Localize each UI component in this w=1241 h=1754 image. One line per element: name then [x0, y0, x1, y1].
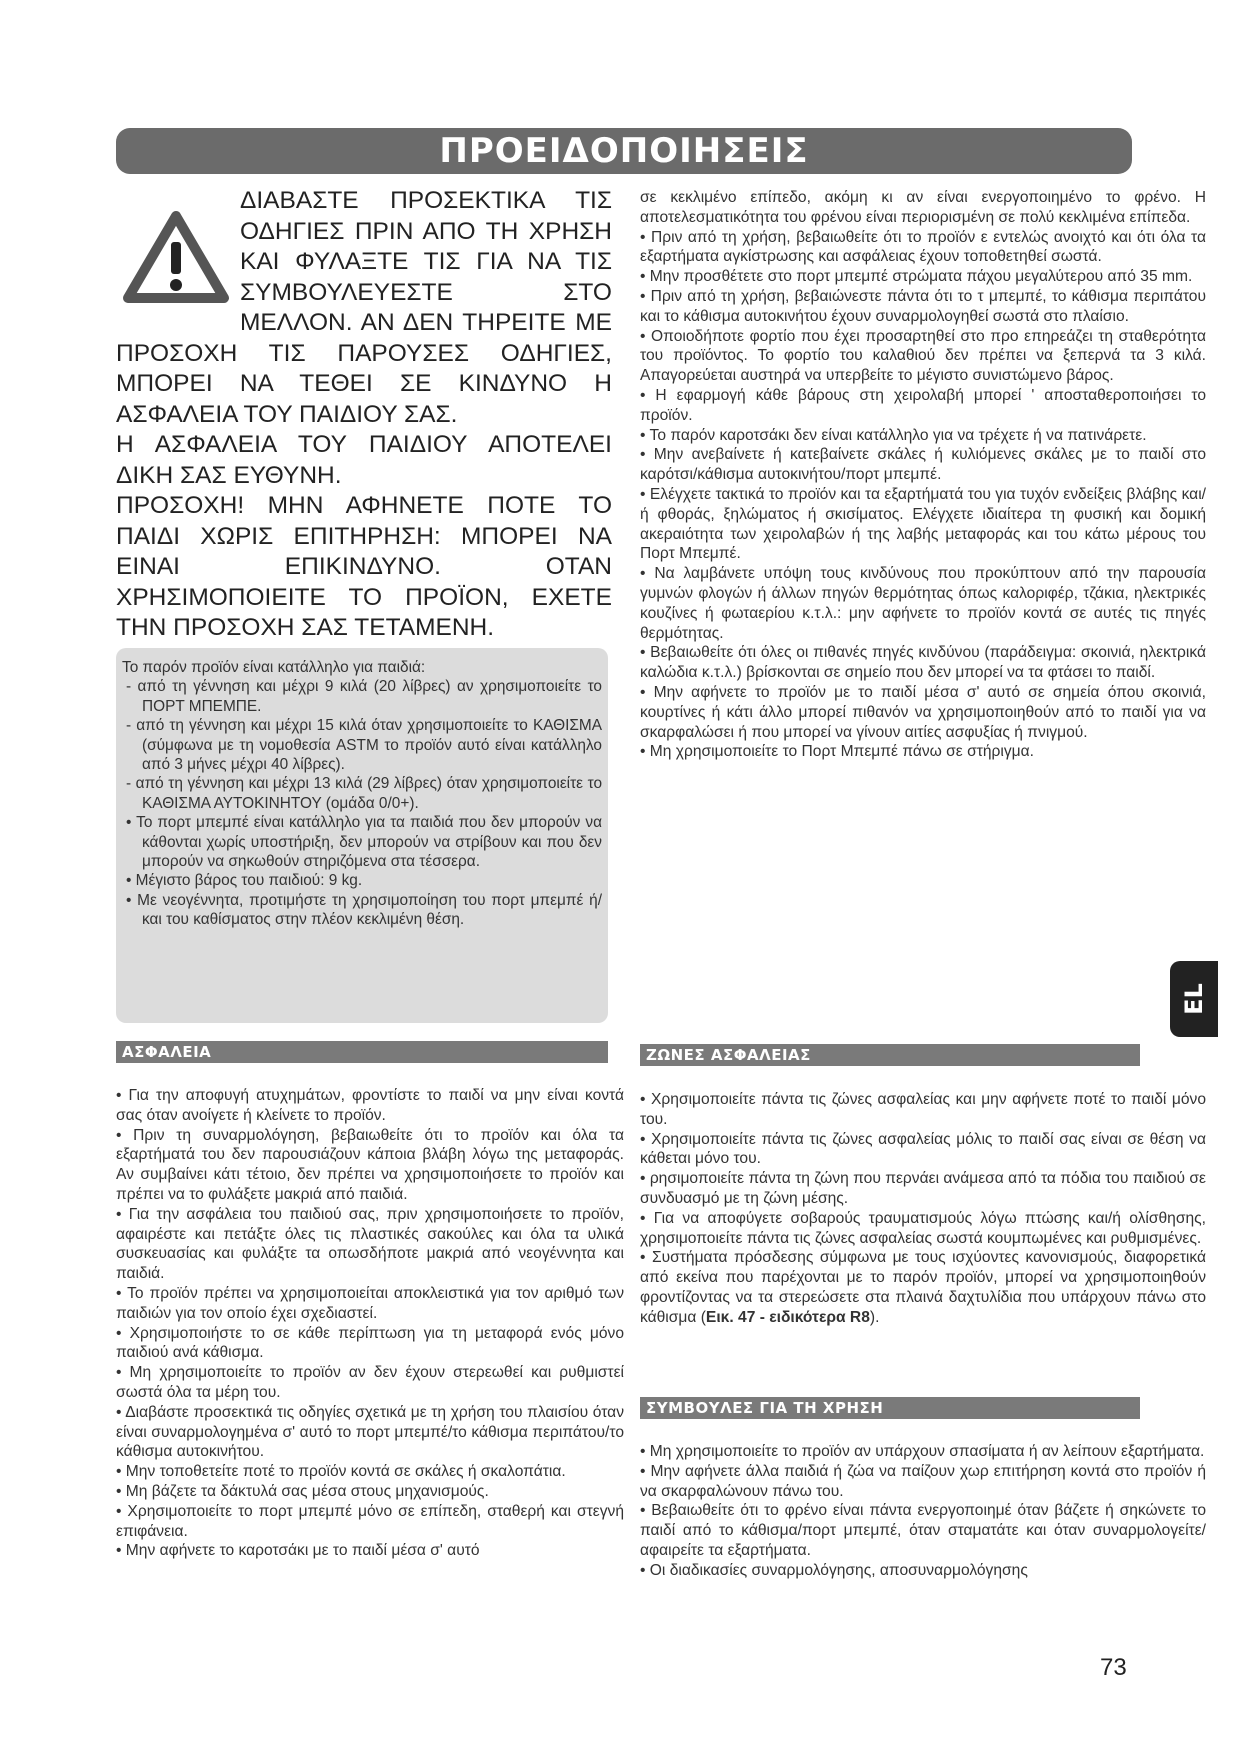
page-title: ΠΡΟΕΙΔΟΠΟΙΗΣΕΙΣ: [439, 131, 809, 171]
safety-item: • Διαβάστε προσεκτικά τις οδηγίες σχετικά με τη χρήση του πλαισίου όταν είναι συναρμολογημένα σ' αυτό το πορτ μπεμπέ/το κάθισμα περιπάτου/το κάθισμα αυτοκινήτου.: [116, 1403, 624, 1461]
language-tab-label: EL: [1180, 983, 1208, 1015]
safety-item: • Για την ασφάλεια του παιδιού σας, πριν χρησιμοποιήσετε το προϊόν, αφαιρέστε και πετάξτε όλες τις πλαστικές σακούλες και όλα τα υλικά συσκευασίας και φυλάξτε τα οπωσδήποτε μακριά από νεογέννητα και παιδιά.: [116, 1205, 624, 1283]
intro-line-2: Η ΑΣΦΑΛΕΙΑ ΤΟΥ ΠΑΙΔΙΟΥ ΑΠΟΤΕΛΕΙ ΔΙΚΗ ΣΑΣ ΕΥΘΥΝΗ.: [116, 431, 612, 489]
right-col-item: • Να λαμβάνετε υπόψη τους κινδύνους που προκύπτουν από την παρουσία γυμνών φλογών ή άλλων πηγών θερμότητας όπως καλοριφέρ, τζάκια, ηλεκτρικές κουζίνες ή φωταερίου κ.τ.λ.: μην αφήνετε το προϊόν κοντά σε αυτές τις πηγές θερμότητας.: [640, 565, 1206, 642]
usage-item: • Οι διαδικασίες συναρμολόγησης, αποσυναρμολόγησης: [640, 1561, 1028, 1579]
intro-warning: [116, 186, 612, 644]
suitability-item: • Μέγιστο βάρος του παιδιού: 9 kg.: [126, 872, 363, 890]
suitability-lead: Το παρόν προϊόν είναι κατάλληλο για παιδιά:: [122, 659, 426, 676]
safety-list: [116, 1086, 624, 1561]
right-col-item: • Ελέγχετε τακτικά το προϊόν και τα εξαρτήματά του για τυχόν ενδείξεις βλάβης και/ή φθοράς, ξηλώματος ή σκισίματος. Ελέγχετε ιδιαίτερα τη φυσική και δομική ακεραιότητα των χειρολαβών ή της λαβής μεταφοράς και του κάτω μέρους του Πορτ Μπεμπέ.: [640, 485, 1206, 563]
safety-item: • Χρησιμοποιήστε το σε κάθε περίπτωση για τη μεταφορά ενός μόνο παιδιού ανά κάθισμα.: [116, 1324, 624, 1362]
usage-heading: ΣΥΜΒΟΥΛΕΣ ΓΙΑ ΤΗ ΧΡΗΣΗ: [640, 1397, 1140, 1419]
right-col-item: • Πριν από τη χρήση, βεβαιώνεστε πάντα ότι το τ μπεμπέ, το κάθισμα περιπάτου και το κάθισμα αυτοκινήτου έχουν συναρμολογηθεί σωστά στο πλαίσιο.: [640, 287, 1206, 325]
suitability-item: - από τη γέννηση και μέχρι 13 κιλά (29 λίβρες) όταν χρησιμοποιείτε το ΚΑΘΙΣΜΑ ΑΥΤΟΚΙΝΗΤΟΥ (ομάδα 0/0+).: [126, 775, 602, 812]
safety-heading: ΑΣΦΑΛΕΙΑ: [116, 1041, 608, 1063]
usage-item: • Μη χρησιμοποιείτε το προϊόν αν υπάρχουν σπασίματα ή αν λείπουν εξαρτήματα.: [640, 1443, 1205, 1460]
usage-item: • Μην αφήνετε άλλα παιδιά ή ζώα να παίζουν χωρ επιτήρηση κοντά στο προϊόν ή να σκαρφαλώνουν πάνω του.: [640, 1462, 1206, 1500]
figure-reference: Εικ. 47 - ειδικότερα R8: [705, 1308, 870, 1326]
intro-line-3: ΠΡΟΣΟΧΗ! ΜΗΝ ΑΦΗΝΕΤΕ ΠΟΤΕ ΤΟ ΠΑΙΔΙ ΧΩΡΙΣ ΕΠΙΤΗΡΗΣΗ: ΜΠΟΡΕΙ ΝΑ ΕΙΝΑΙ ΕΠΙΚΙΝΔΥΝΟ. ΟΤΑΝ ΧΡΗΣΙΜΟΠΟΙΕΙΤΕ ΤΟ ΠΡΟΪΟΝ, ΕΧΕΤΕ ΤΗΝ ΠΡΟΣΟΧΗ ΣΑΣ ΤΕΤΑΜΕΝΗ.: [116, 492, 612, 641]
right-col-item: • Οποιοδήποτε φορτίο που έχει προσαρτηθεί στο προ επηρεάζει τη σταθερότητα του προϊόντος. Το φορτίο του καλαθιού δεν πρέπει να ξεπερνά τα 3 κιλά. Απαγορεύεται αυστηρά να υπερβείτε το μέγιστο συνιστώμενο βάρος.: [640, 327, 1206, 385]
usage-list: [640, 1442, 1206, 1581]
safety-item: • Για την αποφυγή ατυχημάτων, φροντίστε το παιδί να μην είναι κοντά σας όταν ανοίγετε ή κλείνετε το προϊόν.: [116, 1087, 624, 1124]
intro-line-1: ΔΙΑΒΑΣΤΕ ΠΡΟΣΕΚΤΙΚΑ ΤΙΣ ΟΔΗΓΙΕΣ ΠΡΙΝ ΑΠΟ ΤΗ ΧΡΗΣΗ ΚΑΙ ΦΥΛΑΞΤΕ ΤΙΣ ΓΙΑ ΝΑ ΤΙΣ ΣΥΜΒΟΥΛΕΥΕΣΤΕ ΣΤΟ ΜΕΛΛΟΝ. ΑΝ ΔΕΝ ΤΗΡΕΙΤΕ ΜΕ ΠΡΟΣΟΧΗ ΤΙΣ ΠΑΡΟΥΣΕΣ ΟΔΗΓΙΕΣ, ΜΠΟΡΕΙ ΝΑ ΤΕΘΕΙ ΣΕ ΚΙΝΔΥΝΟ Η ΑΣΦΑΛΕΙΑ ΤΟΥ ΠΑΙΔΙΟΥ ΣΑΣ.: [116, 187, 612, 428]
title-bar: [116, 128, 1132, 174]
right-col-item: • Βεβαιωθείτε ότι όλες οι πιθανές πηγές κινδύνου (παράδειγμα: σκοινιά, ηλεκτρικά καλώδια κ.τ.λ.) βρίσκονται σε σημείο που δεν μπορεί να τα φτάσει το παιδί.: [640, 644, 1206, 682]
right-column-list: [640, 188, 1206, 762]
suitability-item: - από τη γέννηση και μέχρι 9 κιλά (20 λίβρες) αν χρησιμοποιείτε το ΠΟΡΤ ΜΠΕΜΠΕ.: [126, 678, 602, 715]
right-col-item: • Μη χρησιμοποιείτε το Πορτ Μπεμπέ πάνω σε στήριγμα.: [640, 743, 1035, 761]
belts-list: [640, 1090, 1206, 1328]
safety-item: • Το προϊόν πρέπει να χρησιμοποιείται αποκλειστικά για τον αριθμό των παιδιών για τον οποίο έχει σχεδιαστεί.: [116, 1284, 624, 1322]
belts-item: [640, 1248, 1206, 1327]
right-col-item: • Μην ανεβαίνετε ή κατεβαίνετε σκάλες ή κυλιόμενες σκάλες με το παιδί στο καρότσι/κάθισμα αυτοκινήτου/πορτ μπεμπέ.: [640, 446, 1206, 484]
belts-item: • Χρησιμοποιείτε πάντα τις ζώνες ασφαλείας μόλις το παιδί σας είναι σε θέση να κάθεται μόνο του.: [640, 1130, 1206, 1168]
right-col-item: • Μην αφήνετε το προϊόν με το παιδί μέσα σ' αυτό σε σημεία όπου σκοινιά, κουρτίνες ή κάτι άλλο μπορεί πιθανόν να χρησιμοποιηθούν από το παιδί για να σκαρφαλώσει ή που μπορεί να γίνουν αιτίες ασφυξίας ή πνιγμού.: [640, 683, 1206, 741]
suitability-item: - από τη γέννηση και μέχρι 15 κιλά όταν χρησιμοποιείτε το ΚΑΘΙΣΜΑ (σύμφωνα με τη νομοθεσία ASTM το προϊόν αυτό είναι κατάλληλο από 3 μήνες μέχρι 40 λίβρες).: [126, 717, 602, 774]
right-col-item: • Η εφαρμογή κάθε βάρους στη χειρολαβή μπορεί ' αποσταθεροποιήσει το προϊόν.: [640, 386, 1206, 424]
safety-item: • Μην αφήνετε το καροτσάκι με το παιδί μέσα σ' αυτό: [116, 1542, 480, 1560]
suitability-box: [116, 648, 608, 1023]
usage-item: • Βεβαιωθείτε ότι το φρένο είναι πάντα ενεργοποιημέ όταν βάζετε ή σηκώνετε το παιδί από το κάθισμα/πορτ μπεμπέ, όταν σταματάτε και όταν συναρμολογείτε/αφαιρείτε τα εξαρτήματα.: [640, 1502, 1206, 1559]
belts-item: • Χρησιμοποιείτε πάντα τις ζώνες ασφαλείας και μην αφήνετε ποτέ το παιδί μόνο του.: [640, 1091, 1206, 1128]
safety-item: • Μην τοποθετείτε ποτέ το προϊόν κοντά σε σκάλες ή σκαλοπάτια.: [116, 1463, 566, 1481]
right-col-item: • Πριν από τη χρήση, βεβαιωθείτε ότι το προϊόν ε εντελώς ανοιχτό και ότι όλα τα εξαρτήματα αγκίστρωσης και ασφάλειας έχουν τοποθετηθεί σωστά.: [640, 228, 1206, 266]
safety-item: • Μη βάζετε τα δάκτυλά σας μέσα στους μηχανισμούς.: [116, 1482, 489, 1500]
page-number: 73: [1100, 1654, 1127, 1681]
right-col-item: • Το παρόν καροτσάκι δεν είναι κατάλληλο για να τρέχετε ή να πατινάρετε.: [640, 426, 1147, 444]
suitability-item: • Με νεογέννητα, προτιμήστε τη χρησιμοποίηση του πορτ μπεμπέ ή/και του καθίσματος στην πλέον κεκλιμένη θέση.: [126, 891, 602, 929]
language-tab: [1170, 961, 1218, 1037]
belts-item: • Για να αποφύγετε σοβαρούς τραυματισμούς λόγω πτώσης και/ή ολίσθησης, χρησιμοποιείτε πάντα τις ζώνες ασφαλείας σωστά κουμπωμένες και ρυθμισμένες.: [640, 1209, 1206, 1247]
safety-item: • Μη χρησιμοποιείτε το προϊόν αν δεν έχουν στερεωθεί και ρυθμιστεί σωστά όλα τα μέρη του.: [116, 1364, 624, 1401]
belts-item-end: ).: [869, 1308, 880, 1326]
safety-item: • Χρησιμοποιείτε το πορτ μπεμπέ μόνο σε επίπεδη, σταθερή και στεγνή επιφάνεια.: [116, 1502, 624, 1540]
right-col-item: σε κεκλιμένο επίπεδο, ακόμη κι αν είναι ενεργοποιημένο το φρένο. Η αποτελεσματικότητα του φρένου είναι περιορισμένη σε πολύ κεκλιμένα επίπεδα.: [640, 189, 1206, 226]
belts-item-text: • Συστήματα πρόσδεσης σύμφωνα με τους ισχύοντες κανονισμούς, διαφορετικά από εκείνα που παρέχονται με το παρόν προϊόν, μπορεί να χρησιμοποιηθούν φροντίζοντας να τα στερεώσετε στα πλαινά δαχτυλίδια που υπάρχουν πάνω στο κάθισμα (: [640, 1249, 1206, 1326]
safety-item: • Πριν τη συναρμολόγηση, βεβαιωθείτε ότι το προϊόν και όλα τα εξαρτήματά του δεν παρουσιάζουν κάποια βλάβη λόγω της μεταφοράς. Αν συμβαίνει κάτι τέτοιο, δεν πρέπει να χρησιμοποιήσετε το προϊόν και πρέπει να το φυλάξετε μακριά από παιδιά.: [116, 1126, 624, 1203]
belts-item: • ρησιμοποιείτε πάντα τη ζώνη που περνάει ανάμεσα από τα πόδια του παιδιού σε συνδυασμό με τη ζώνη μέσης.: [640, 1170, 1206, 1207]
suitability-item: • Το πορτ μπεμπέ είναι κατάλληλο για τα παιδιά που δεν μπορούν να κάθονται χωρίς υποστήριξη, δεν μπορούν να στρίβουν και που δεν μπορούν να σηκωθούν στηριζόμενα στα τέσσερα.: [126, 814, 602, 871]
right-col-item: • Μην προσθέτετε στο πορτ μπεμπέ στρώματα πάχου μεγαλύτερου από 35 mm.: [640, 268, 1193, 286]
belts-heading: ΖΩΝΕΣ ΑΣΦΑΛΕΙΑΣ: [640, 1044, 1140, 1066]
